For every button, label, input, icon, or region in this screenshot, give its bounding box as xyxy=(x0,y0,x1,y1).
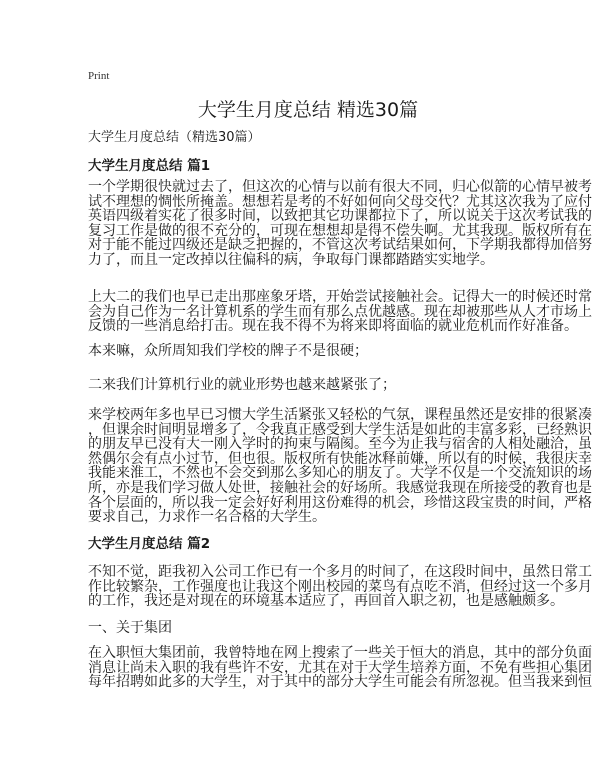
text-line: 的工作，我还是对现在的环境基本适应了，再回首入职之初，也是感触颇多。 xyxy=(88,593,564,610)
paragraph xyxy=(88,408,592,525)
text-line: 一个学期很快就过去了，但这次的心情与以前有很大不同，归心似箭的心情早被考 xyxy=(88,179,592,195)
text-line: 各个层面的，所以我一定会好好利用这份难得的机会，珍惜这段宝贵的时间，严格 xyxy=(88,494,592,511)
paragraph xyxy=(88,378,396,393)
text-line: 会为自己作为一名计算机系的学生而有那么点优越感。现在却被那些从人才市场上 xyxy=(88,303,592,320)
text-line: 复习工作是做的很不充分的，可现在想想却是得不偿失啊。尤其我现。版权所有在 xyxy=(88,222,592,239)
document-subtitle: 大学生月度总结（精选30篇） xyxy=(88,130,261,145)
text-line: ，但课余时间明显增多了，令我真正感受到大学生活是如此的丰富多彩，已经熟识 xyxy=(88,421,592,438)
section-heading-1: 大学生月度总结 篇1 xyxy=(88,158,211,174)
text-line: 然偶尔会有点小过节，但也很。版权所有快能冰释前嫌，所以有的时候，我很庆幸 xyxy=(88,450,592,467)
text-line: 来学校两年多也早已习惯大学生活紧张又轻松的气氛，课程虽然还是安排的很紧凑 xyxy=(88,407,592,423)
document-title: 大学生月度总结 精选30篇 xyxy=(197,99,419,121)
text-line: 我能来淮工，不然也不会交到那么多知心的朋友了。大学不仅是一个交流知识的场 xyxy=(88,465,592,482)
text-line: 所，亦是我们学习做人处世，接触社会的好场所。我感觉我现在所接受的教育也是 xyxy=(88,479,592,496)
text-line: 反馈的一些消息给打击。现在我不得不为将来即将面临的就业危机而作好准备。 xyxy=(88,318,578,335)
text-line: 英语四级着实花了很多时间，以致把其它功课都拉下了，所以说关于这次考试我的 xyxy=(88,208,592,225)
paragraph xyxy=(88,290,592,334)
paragraph xyxy=(88,565,592,609)
paragraph xyxy=(88,621,172,636)
text-line: 在入职恒大集团前，我曾特地在网上搜索了一些关于恒大的消息，其中的部分负面 xyxy=(88,645,592,661)
text-line: 力了，而且一定改掉以往偏科的病，争取每门课都踏踏实实地学。 xyxy=(88,251,494,268)
text-line: 一、关于集团 xyxy=(88,620,172,636)
text-line: 不知不觉，距我初入公司工作已有一个多月的时间了，在这段时间中，虽然日常工 xyxy=(88,564,592,580)
paragraph xyxy=(88,646,592,690)
text-line: 本来嘛，众所周知我们学校的牌子不是很硬； xyxy=(88,343,368,359)
text-line: 每年招聘如此多的大学生，对于其中的部分大学生可能会有所忽视。但当我来到恒 xyxy=(88,674,592,691)
text-line: 要求自己，力求作一名合格的大学生。 xyxy=(88,509,326,526)
text-line: 的朋友早已没有大一刚入学时的拘束与隔阂。至今为止我与宿舍的人相处融洽，虽 xyxy=(88,436,592,453)
text-line: 作比较繁杂，工作强度也让我这个刚出校园的菜鸟有点吃不消，但经过这一个多月 xyxy=(88,578,592,595)
text-line: 对于能不能过四级还是缺乏把握的，不管这次考试结果如何，下学期我都得加倍努 xyxy=(88,237,592,254)
text-line: 上大二的我们也早已走出那座象牙塔，开始尝试接触社会。记得大一的时候还时常 xyxy=(88,289,592,305)
text-line: 二来我们计算机行业的就业形势也越来越紧张了； xyxy=(88,377,396,393)
section-heading-2: 大学生月度总结 篇2 xyxy=(88,536,211,552)
text-line: 消息让尚未入职的我有些许不安，尤其在对于大学生培养方面，不免有些担心集团 xyxy=(88,659,592,676)
print-label[interactable]: Print xyxy=(88,70,110,82)
text-line: 试不理想的惆怅所掩盖。想想若是考的不好如何向父母交代？尤其这次我为了应付 xyxy=(88,193,592,210)
paragraph xyxy=(88,180,592,268)
paragraph xyxy=(88,344,368,359)
